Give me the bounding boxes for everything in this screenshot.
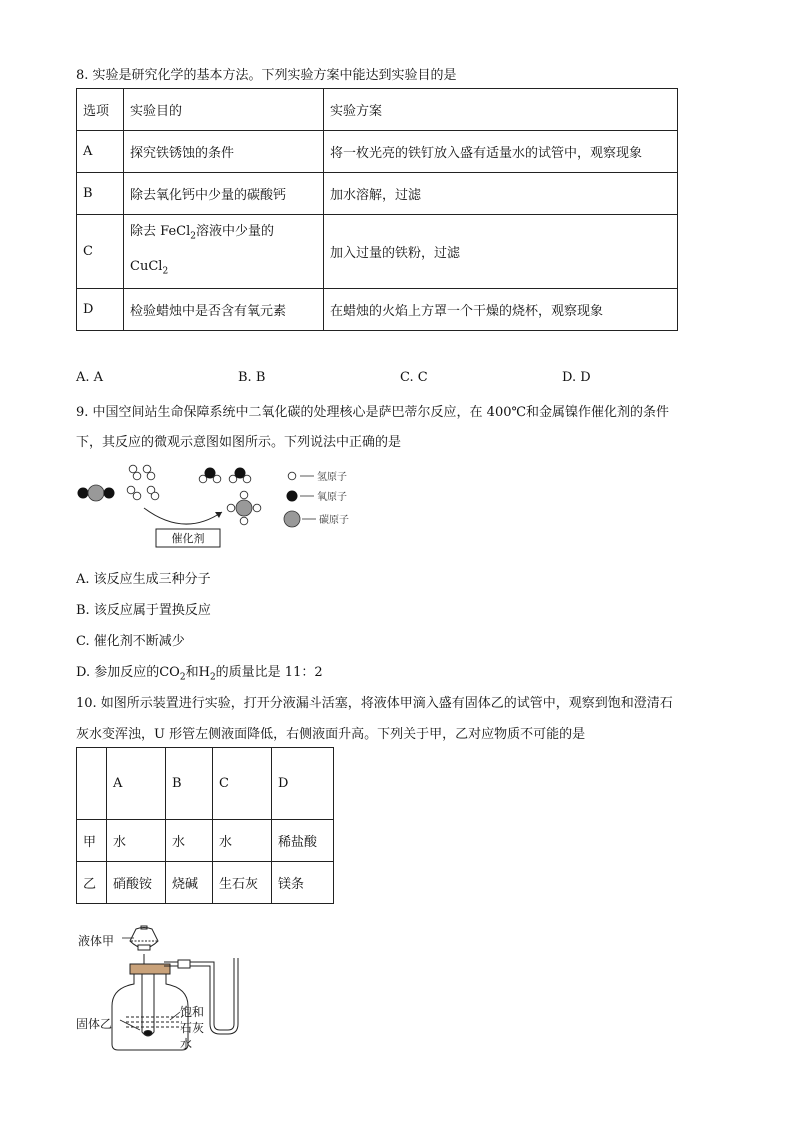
table-row: [77, 289, 678, 331]
wide-mouth-bottle-icon: [112, 964, 188, 1050]
legend-hydrogen: 氢原子: [317, 472, 347, 483]
q10-header-b: B: [166, 748, 213, 820]
label-lime-line3: 水: [180, 1037, 193, 1051]
table-row: [77, 173, 678, 215]
table-row: [77, 215, 678, 289]
q10-yi-label: 乙: [77, 862, 107, 904]
legend-carbon: 碳原子: [319, 515, 349, 526]
ch4-molecule: [227, 491, 261, 525]
q8-row-c-plan: 加入过量的铁粉，过滤: [324, 215, 678, 289]
q8-row-b-goal: 除去氧化钙中少量的碳酸钙: [124, 173, 324, 215]
q9-stem-line2: 下，其反应的微观示意图如图所示。下列说法中正确的是: [76, 435, 402, 450]
q8-row-d-option: D: [77, 289, 124, 331]
label-solid-yi: 固体乙: [76, 1017, 113, 1031]
legend-oxygen: 氧原子: [317, 492, 347, 503]
q8-row-c-goal: 除去 FeCl$_2$溶液中少量的 CuCl$_2$: [124, 215, 324, 289]
q8-header-plan: 实验方案: [324, 89, 678, 131]
q10-yi-b: 烧碱: [166, 862, 213, 904]
label-lime-line2: 石灰: [180, 1021, 205, 1035]
table-row: [77, 820, 334, 862]
q10-yi-c: 生石灰: [213, 862, 272, 904]
q8-row-c-option: C: [77, 215, 124, 289]
q8-row-b-plan: 加水溶解，过滤: [324, 173, 678, 215]
q10-jia-c: 水: [213, 820, 272, 862]
label-liquid-jia: 液体甲: [78, 934, 115, 948]
q8-row-d-plan: 在蜡烛的火焰上方罩一个干燥的烧杯，观察现象: [324, 289, 678, 331]
q8-answer-d[interactable]: D. D: [562, 370, 591, 385]
q8-row-a-goal: 探究铁锈蚀的条件: [124, 131, 324, 173]
q9-choice-a[interactable]: A. 该反应生成三种分子: [76, 572, 211, 587]
q8-answer-a[interactable]: A. A: [76, 370, 104, 385]
q10-yi-a: 硝酸铵: [107, 862, 166, 904]
table-row: [77, 131, 678, 173]
legend: [284, 470, 349, 527]
q9-choice-c[interactable]: C. 催化剂不断减少: [76, 634, 185, 649]
q10-stem-line1: 10. 如图所示装置进行实验，打开分液漏斗活塞，将液体甲滴入盛有固体乙的试管中，观察到饱和澄清石: [76, 696, 673, 711]
q8-row-d-goal: 检验蜡烛中是否含有氧元素: [124, 289, 324, 331]
q10-jia-label: 甲: [77, 820, 107, 862]
q9-stem-line1: 9. 中国空间站生命保障系统中二氧化碳的处理核心是萨巴蒂尔反应，在 400℃和金属镍作催化剂的条件: [76, 405, 670, 420]
q10-jia-b: 水: [166, 820, 213, 862]
q9-choice-d[interactable]: D. 参加反应的$CO_2$和$H_2$的质量比是 11：2: [76, 665, 323, 683]
q8-row-a-option: A: [77, 131, 124, 173]
q10-stem-line2: 灰水变浑浊，U 形管左侧液面降低，右侧液面升高。下列关于甲，乙对应物质不可能的是: [76, 727, 586, 742]
q10-header-c: C: [213, 748, 272, 820]
q10-header-blank: [77, 748, 107, 820]
q8-table: [76, 88, 678, 331]
q9-choice-b[interactable]: B. 该反应属于置换反应: [76, 603, 211, 618]
q10-table: [76, 747, 334, 904]
q8-stem: 8. 实验是研究化学的基本方法。下列实验方案中能达到实验目的是: [76, 68, 457, 83]
table-row: [77, 862, 334, 904]
q10-jia-d: 稀盐酸: [272, 820, 334, 862]
q8-answer-c[interactable]: C. C: [400, 370, 428, 385]
q8-answer-b[interactable]: B. B: [238, 370, 266, 385]
q8-header-option: 选项: [77, 89, 124, 131]
q10-header-d: D: [272, 748, 334, 820]
q10-header-a: A: [107, 748, 166, 820]
reaction-diagram: [74, 460, 374, 550]
q10-yi-d: 镁条: [272, 862, 334, 904]
q8-row-a-plan: 将一枚光亮的铁钉放入盛有适量水的试管中，观察现象: [324, 131, 678, 173]
q8-header-goal: 实验目的: [124, 89, 324, 131]
catalyst-label: 催化剂: [171, 532, 205, 545]
q10-jia-a: 水: [107, 820, 166, 862]
h2-molecules: [127, 465, 159, 500]
label-lime-line1: 饱和: [180, 1005, 205, 1019]
q8-row-b-option: B: [77, 173, 124, 215]
h2o-molecules: [199, 468, 251, 483]
co2-molecule: [78, 485, 115, 501]
